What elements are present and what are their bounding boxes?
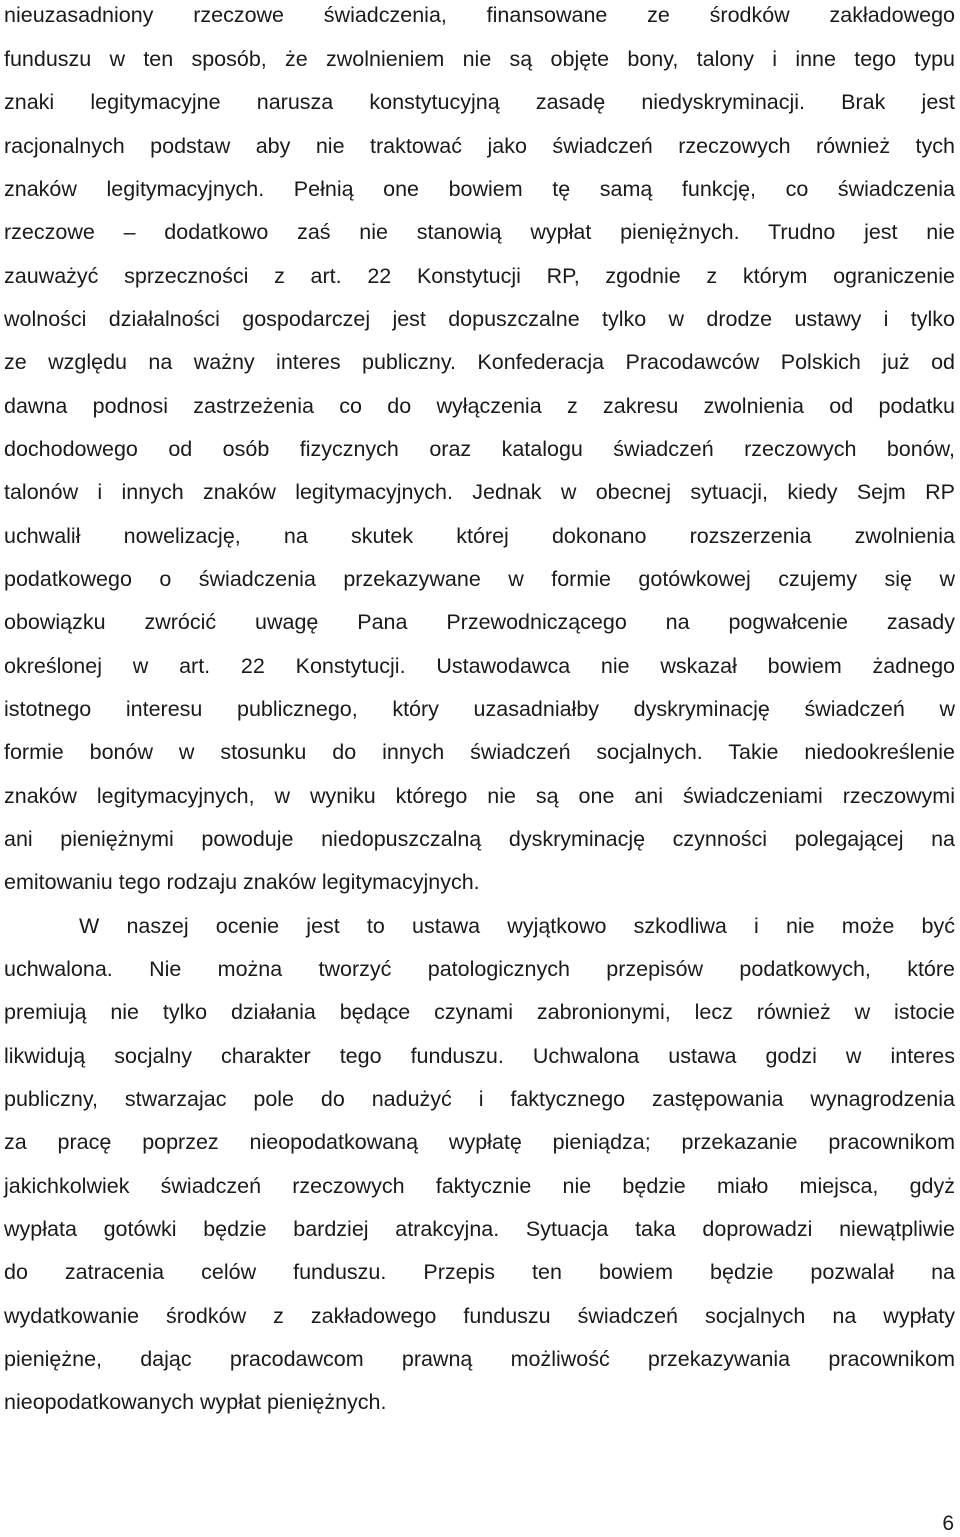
text-line: znaków legitymacyjnych, w wyniku którego nie są one ani świadczeniami rzeczowymi — [4, 784, 955, 808]
text-line: formie bonów w stosunku do innych świadczeń socjalnych. Takie niedookreślenie — [4, 740, 955, 764]
text-line: funduszu w ten sposób, że zwolnieniem nie są objęte bony, talony i inne tego typu — [4, 47, 955, 71]
text-line: rzeczowe – dodatkowo zaś nie stanowią wypłat pieniężnych. Trudno jest nie — [4, 220, 955, 244]
text-line: znaków legitymacyjnych. Pełnią one bowiem tę samą funkcję, co świadczenia — [4, 177, 955, 201]
text-line: publiczny, stwarzajac pole do nadużyć i faktycznego zastępowania wynagrodzenia — [4, 1087, 955, 1111]
text-line: likwidują socjalny charakter tego funduszu. Uchwalona ustawa godzi w interes — [4, 1044, 955, 1068]
text-line: nieuzasadniony rzeczowe świadczenia, finansowane ze środków zakładowego — [4, 3, 955, 27]
text-line: do zatracenia celów funduszu. Przepis ten bowiem będzie pozwalał na — [4, 1260, 955, 1284]
text-line: ani pieniężnymi powoduje niedopuszczalną dyskryminację czynności polegającej na — [4, 827, 955, 851]
text-line: dochodowego od osób fizycznych oraz katalogu świadczeń rzeczowych bonów, — [4, 437, 955, 461]
text-line: znaki legitymacyjne narusza konstytucyjną zasadę niedyskryminacji. Brak jest — [4, 90, 955, 114]
text-line: ze względu na ważny interes publiczny. Konfederacja Pracodawców Polskich już od — [4, 350, 955, 374]
text-line: istotnego interesu publicznego, który uzasadniałby dyskryminację świadczeń w — [4, 697, 955, 721]
text-line: obowiązku zwrócić uwagę Pana Przewodniczącego na pogwałcenie zasady — [4, 610, 955, 634]
text-line: talonów i innych znaków legitymacyjnych. Jednak w obecnej sytuacji, kiedy Sejm RP — [4, 480, 955, 504]
text-line: zauważyć sprzeczności z art. 22 Konstytucji RP, zgodnie z którym ograniczenie — [4, 264, 955, 288]
text-line: wydatkowanie środków z zakładowego funduszu świadczeń socjalnych na wypłaty — [4, 1304, 955, 1328]
text-line: uchwalił nowelizację, na skutek której dokonano rozszerzenia zwolnienia — [4, 524, 955, 548]
text-line: wolności działalności gospodarczej jest dopuszczalne tylko w drodze ustawy i tylko — [4, 307, 955, 331]
text-line: określonej w art. 22 Konstytucji. Ustawodawca nie wskazał bowiem żadnego — [4, 654, 955, 678]
text-line: premiują nie tylko działania będące czynami zabronionymi, lecz również w istocie — [4, 1000, 955, 1024]
paragraph-first-line: W naszej ocenie jest to ustawa wyjątkowo szkodliwa i nie może być — [79, 914, 955, 938]
text-line: nieopodatkowanych wypłat pieniężnych. — [4, 1390, 387, 1414]
text-line: racjonalnych podstaw aby nie traktować jako świadczeń rzeczowych również tych — [4, 134, 955, 158]
text-line: podatkowego o świadczenia przekazywane w formie gotówkowej czujemy się w — [4, 567, 955, 591]
text-line: emitowaniu tego rodzaju znaków legitymacyjnych. — [4, 870, 480, 894]
text-line: wypłata gotówki będzie bardziej atrakcyjna. Sytuacja taka doprowadzi niewątpliwie — [4, 1217, 955, 1241]
text-line: jakichkolwiek świadczeń rzeczowych faktycznie nie będzie miało miejsca, gdyż — [4, 1174, 955, 1198]
text-line: uchwalona. Nie można tworzyć patologicznych przepisów podatkowych, które — [4, 957, 955, 981]
text-line: pieniężne, dając pracodawcom prawną możliwość przekazywania pracownikom — [4, 1347, 955, 1371]
page-number: 6 — [942, 1512, 954, 1535]
text-line: za pracę poprzez nieopodatkowaną wypłatę pieniądza; przekazanie pracownikom — [4, 1130, 955, 1154]
text-line: dawna podnosi zastrzeżenia co do wyłączenia z zakresu zwolnienia od podatku — [4, 394, 955, 418]
